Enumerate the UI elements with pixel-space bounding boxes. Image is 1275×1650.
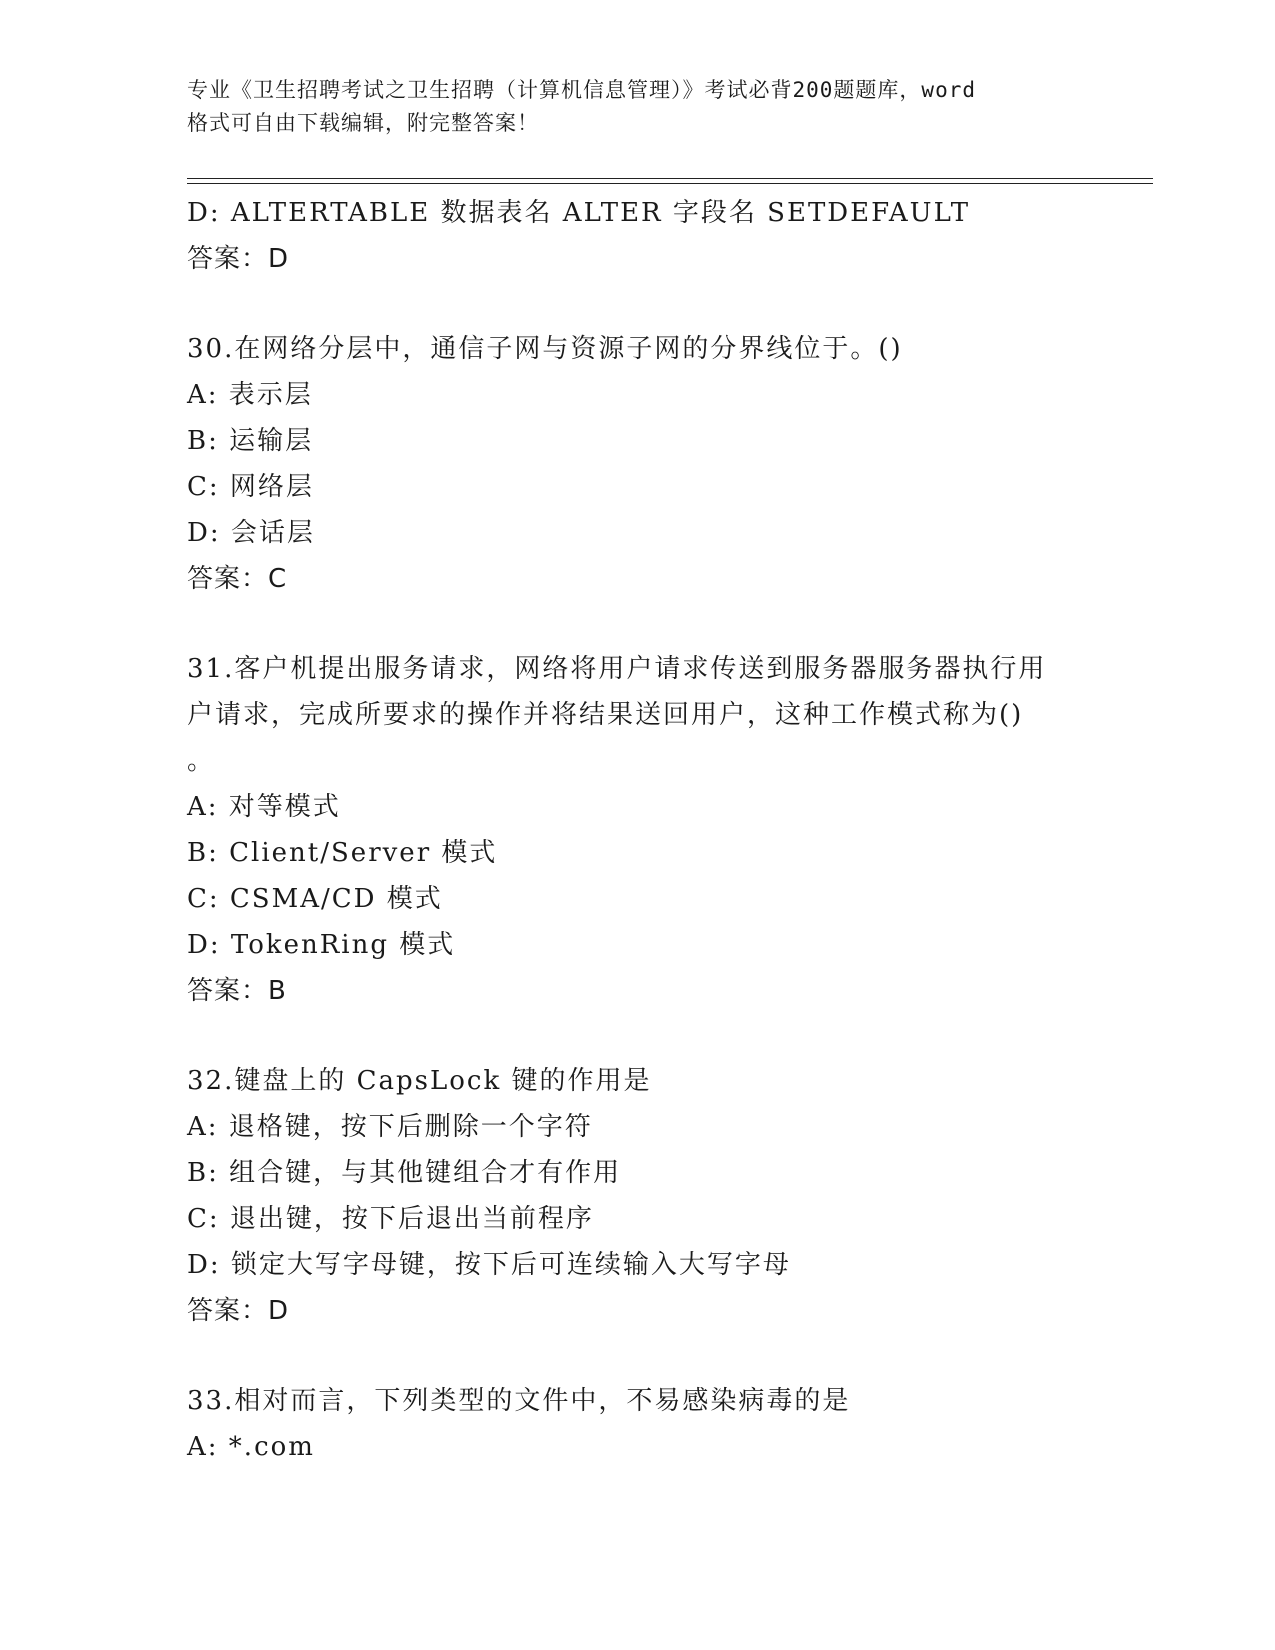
- option-d: D: TokenRing 模式: [187, 930, 456, 960]
- option-b: B: Client/Server 模式: [187, 838, 498, 868]
- header-line-1: 专业《卫生招聘考试之卫生招聘（计算机信息管理）》考试必背200题题库，word: [187, 78, 976, 102]
- option-a: A: 对等模式: [187, 792, 341, 822]
- option-a: A: 表示层: [187, 380, 313, 410]
- answer: 答案：D: [187, 244, 290, 274]
- question-text-line-2: 户请求，完成所要求的操作并将结果送回用户，这种工作模式称为(): [187, 700, 1024, 730]
- option-d: D: 会话层: [187, 518, 315, 548]
- header-rule-top: [187, 178, 1153, 179]
- option-c: C: 退出键，按下后退出当前程序: [187, 1204, 594, 1234]
- option-c: C: CSMA/CD 模式: [187, 884, 443, 914]
- question-text-line-3: 。: [187, 746, 216, 776]
- answer: 答案：C: [187, 564, 288, 594]
- question-text: 32.键盘上的 CapsLock 键的作用是: [187, 1066, 652, 1096]
- question-block-31: [187, 646, 1147, 1014]
- option-a: A: *.com: [187, 1432, 315, 1462]
- option-d: D: 锁定大写字母键，按下后可连续输入大写字母: [187, 1250, 791, 1280]
- document-header: [187, 74, 1107, 140]
- question-text-line-1: 31.客户机提出服务请求，网络将用户请求传送到服务器服务器执行用: [187, 654, 1047, 684]
- question-text: 30.在网络分层中，通信子网与资源子网的分界线位于。(): [187, 334, 903, 364]
- header-line-2: 格式可自由下载编辑，附完整答案！: [187, 111, 539, 135]
- question-block-33: [187, 1378, 1147, 1470]
- option-d: D: ALTERTABLE 数据表名 ALTER 字段名 SETDEFAULT: [187, 198, 971, 228]
- option-b: B: 组合键，与其他键组合才有作用: [187, 1158, 622, 1188]
- answer: 答案：B: [187, 976, 287, 1006]
- question-block-30: [187, 326, 1147, 602]
- option-c: C: 网络层: [187, 472, 314, 502]
- question-block-prev: [187, 190, 1147, 282]
- header-rule-bottom: [187, 183, 1153, 184]
- option-b: B: 运输层: [187, 426, 314, 456]
- question-text: 33.相对而言，下列类型的文件中，不易感染病毒的是: [187, 1386, 851, 1416]
- document-body: [187, 190, 1147, 1470]
- option-a: A: 退格键，按下后删除一个字符: [187, 1112, 593, 1142]
- question-block-32: [187, 1058, 1147, 1334]
- answer: 答案：D: [187, 1296, 290, 1326]
